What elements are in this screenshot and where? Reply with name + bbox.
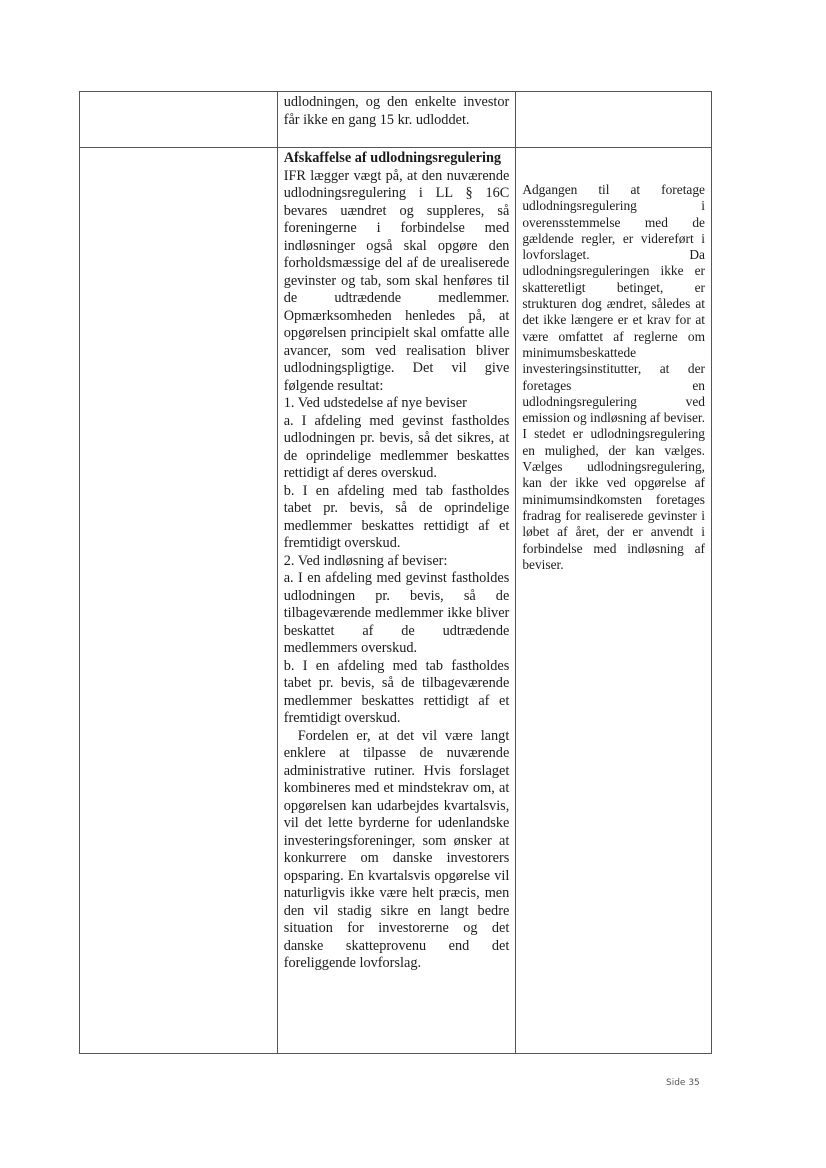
list-item: b. I en afdeling med tab fastholdes tabet pr. bevis, så de oprindelige medlemmer beskattes rettidigt af et fremtidigt overskud.: [283, 482, 510, 551]
table-row: [80, 148, 712, 1054]
response-paragraph: Adgangen til at foretage udlodningsregulering i overensstemmelse med de gældende regler, er videreført i lovforslaget. Da udlodningsreguleringen ikke er skatteretligt betinget, er strukturen dog ændret, således at det ikke længere er et krav for at være omfattet af reglerne om minimumsbeskattede investeringsinstitutter, at der foretages en udlodningsregulering ved emission og indløsning af beviser. I stedet er udlodningsregulering en mulighed, der kan vælges. Vælges udlodningsregulering, kan der ikke ved opgørelse af minimumsindkomsten foretages fradrag for realiserede gevinster i løbet af året, der er anvendt i forbindelse med indløsning af beviser.: [522, 182, 705, 572]
table-cell-middle: [278, 92, 517, 147]
paragraph: Fordelen er, at det vil være langt enklere at tilpasse de nuværende administrative rutiner. Hvis forslaget kombineres med et mindstekrav om, at opgørelsen kan udarbejdes kvartalsvis, vil det lette byrderne for udenlandske investeringsforeninger, som ønsker at konkurrere om danske investorers opsparing. En kvartalsvis opgørelse vil naturligvis ikke være helt præcis, men den vil stadig sikre en langt bedre situation for investorerne og det danske skatteprovenu end det foreliggende lovforslag.: [283, 727, 510, 971]
list-item: 1. Ved udstedelse af nye beviser: [283, 395, 467, 411]
table-cell-middle: [278, 148, 517, 1053]
paragraph: IFR lægger vægt på, at den nuværende udlodningsregulering i LL § 16C bevares uændret og suppleres, så foreningerne i forbindelse med indløsninger også skal opgøre den forholdsmæssige del af de urealiserede gevinster og tab, som skal henføres til de udtrædende medlemmer. Opmærksomheden henledes på, at opgørelsen principielt skal omfatte alle avancer, som ved realisation bliver udlodningspligtige. Det vil give følgende resultat:: [283, 167, 510, 394]
continued-text: udlodningen, og den enkelte investor får ikke en gang 15 kr. udloddet.: [283, 94, 510, 128]
list-item: a. I en afdeling med gevinst fastholdes udlodningen pr. bevis, så de tilbageværende medlemmer ikke bliver beskattet af de udtrædende medlemmers overskud.: [283, 570, 510, 656]
table-cell-left: [80, 148, 278, 1053]
table-cell-right: [516, 148, 712, 1053]
document-table: [79, 91, 712, 1054]
table-row: [80, 92, 712, 148]
page-number: Side 35: [666, 1078, 700, 1088]
table-cell-right: [516, 92, 712, 147]
list-item: 2. Ved indløsning af beviser:: [283, 552, 448, 569]
list-item: a. I afdeling med gevinst fastholdes udlodningen pr. bevis, så det sikres, at de oprindelige medlemmer beskattes rettidigt af deres overskud.: [283, 412, 510, 481]
table-cell-left: [80, 92, 278, 147]
section-heading: Afskaffelse af udlodningsregulering: [283, 150, 502, 166]
list-item: b. I en afdeling med tab fastholdes tabet pr. bevis, så de tilbageværende medlemmer beskattes rettidigt af et fremtidigt overskud.: [283, 657, 510, 726]
